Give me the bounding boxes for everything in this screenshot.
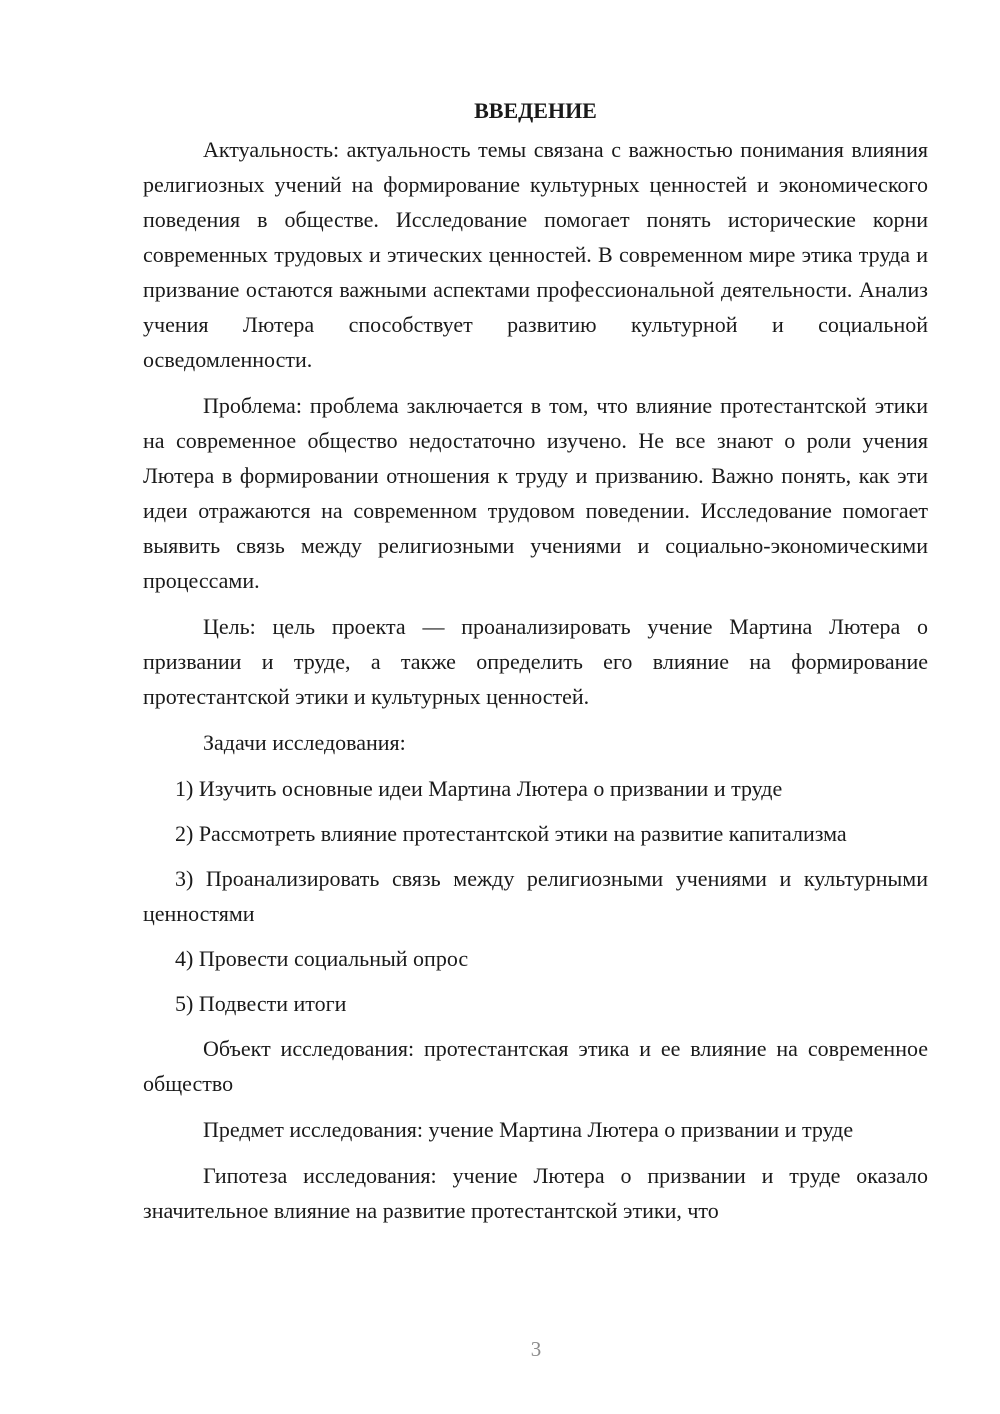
- task-item-4: 4) Провести социальный опрос: [175, 946, 469, 971]
- problem-paragraph: Проблема: проблема заключается в том, что влияние протестантской этики на современное общество недостаточно изучено. Не все знают о роли учения Лютера в формировании отношения к труду и призванию. Важно понять, как эти идеи отражаются на современном трудовом поведении. Исследование помогает выявить связь между религиозными учениями и социально-экономическими процессами.: [143, 393, 928, 593]
- tasks-heading: Задачи исследования:: [203, 730, 406, 755]
- goal-paragraph: Цель: цель проекта — проанализировать учение Мартина Лютера о призвании и труде, а также определить его влияние на формирование протестантской этики и культурных ценностей.: [143, 614, 928, 709]
- subject-paragraph: Предмет исследования: учение Мартина Лютера о призвании и труде: [203, 1117, 854, 1142]
- task-item-2: 2) Рассмотреть влияние протестантской этики на развитие капитализма: [175, 821, 847, 846]
- task-item-5: 5) Подвести итоги: [175, 991, 347, 1016]
- task-item-1: 1) Изучить основные идеи Мартина Лютера о призвании и труде: [175, 776, 783, 801]
- relevance-paragraph: Актуальность: актуальность темы связана с важностью понимания влияния религиозных учений на формирование культурных ценностей и экономического поведения в обществе. Исследование помогает понять исторические корни современных трудовых и этических ценностей. В современном мире этика труда и призвание остаются важными аспектами профессиональной деятельности. Анализ учения Лютера способствует развитию культурной и социальной осведомленности.: [143, 137, 928, 372]
- task-item-3: 3) Проанализировать связь между религиозными учениями и культурными ценностями: [143, 866, 928, 926]
- document-page: [143, 94, 928, 1228]
- object-paragraph: Объект исследования: протестантская этика и ее влияние на современное общество: [143, 1036, 928, 1096]
- hypothesis-paragraph: Гипотеза исследования: учение Лютера о призвании и труде оказало значительное влияние на развитие протестантской этики, что: [143, 1163, 928, 1223]
- document-title: ВВЕДЕНИЕ: [474, 98, 597, 123]
- page-number: 3: [530, 1337, 542, 1361]
- tasks-list: [143, 771, 928, 1021]
